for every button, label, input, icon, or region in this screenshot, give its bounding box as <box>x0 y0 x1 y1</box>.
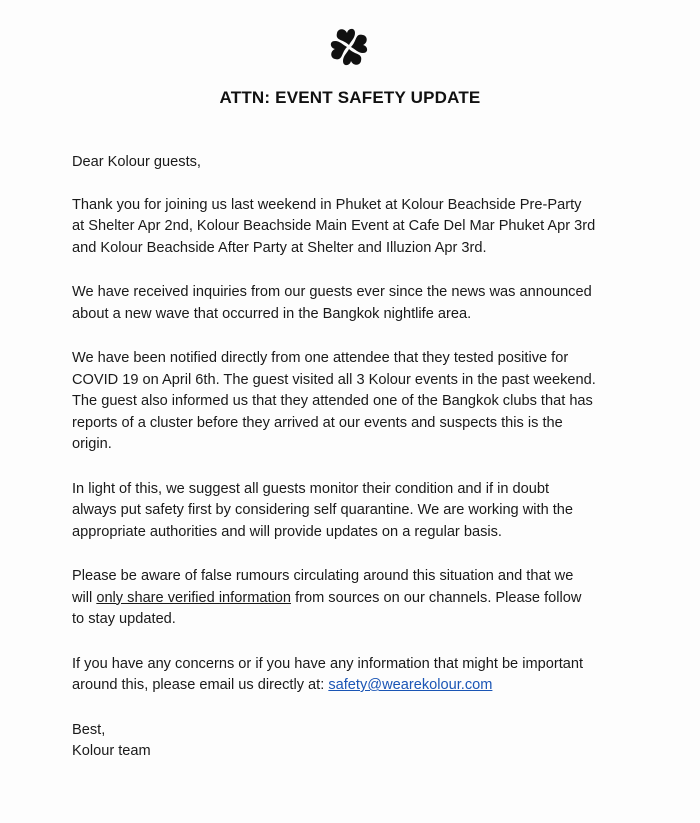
paragraph-rumours <box>72 566 672 631</box>
text-line: COVID 19 on April 6th. The guest visited all 3 Kolour events in the past weekend. <box>72 371 596 388</box>
signature: Kolour team <box>72 743 151 759</box>
text-line: at Shelter Apr 2nd, Kolour Beachside Main Event at Cafe Del Mar Phuket Apr 3rd <box>72 218 596 234</box>
text-fragment: will <box>72 589 97 606</box>
paragraph-inquiries <box>72 282 672 325</box>
text-fragment: around this, please email us directly at: <box>72 677 329 693</box>
text-line <box>72 675 672 697</box>
email-link[interactable]: safety@wearekolour.com <box>328 677 493 693</box>
text-line: We have received inquiries from our guests ever since the news was announced <box>72 284 592 300</box>
paragraph-suggestion <box>72 479 672 544</box>
paragraph-contact <box>72 654 672 697</box>
text-line: always put safety first by considering self quarantine. We are working with the <box>72 502 574 518</box>
text-fragment: from sources on our channels. Please follow <box>291 589 582 606</box>
text-line: and Kolour Beachside After Party at Shelter and Illuzion Apr 3rd. <box>72 239 487 256</box>
paragraph-thanks <box>72 195 672 260</box>
paragraph-notified <box>72 348 672 456</box>
text-line: about a new wave that occurred in the Bangkok nightlife area. <box>72 305 472 322</box>
letter-body <box>72 152 672 786</box>
text-line: We have been notified directly from one attendee that they tested positive for <box>72 350 569 366</box>
text-line: appropriate authorities and will provide updates on a regular basis. <box>72 523 502 540</box>
text-line: If you have any concerns or if you have any information that might be important <box>72 655 584 672</box>
text-line: Thank you for joining us last weekend in Phuket at Kolour Beachside Pre-Party <box>72 196 582 213</box>
greeting: Dear Kolour guests, <box>72 154 201 170</box>
clover-icon <box>325 23 373 71</box>
text-line: In light of this, we suggest all guests monitor their condition and if in doubt <box>72 480 550 497</box>
page-title: ATTN: EVENT SAFETY UPDATE <box>219 88 481 107</box>
underlined-phrase: only share verified information <box>96 589 292 606</box>
text-line: The guest also informed us that they attended one of the Bangkok clubs that has <box>72 393 593 409</box>
text-line: origin. <box>72 436 112 452</box>
text-line <box>72 588 672 610</box>
closing: Best, <box>72 721 106 738</box>
text-line: reports of a cluster before they arrived at our events and suspects this is the <box>72 414 563 431</box>
text-line: Please be aware of false rumours circulating around this situation and that we <box>72 568 574 584</box>
text-line: to stay updated. <box>72 611 176 627</box>
signoff <box>72 720 672 763</box>
